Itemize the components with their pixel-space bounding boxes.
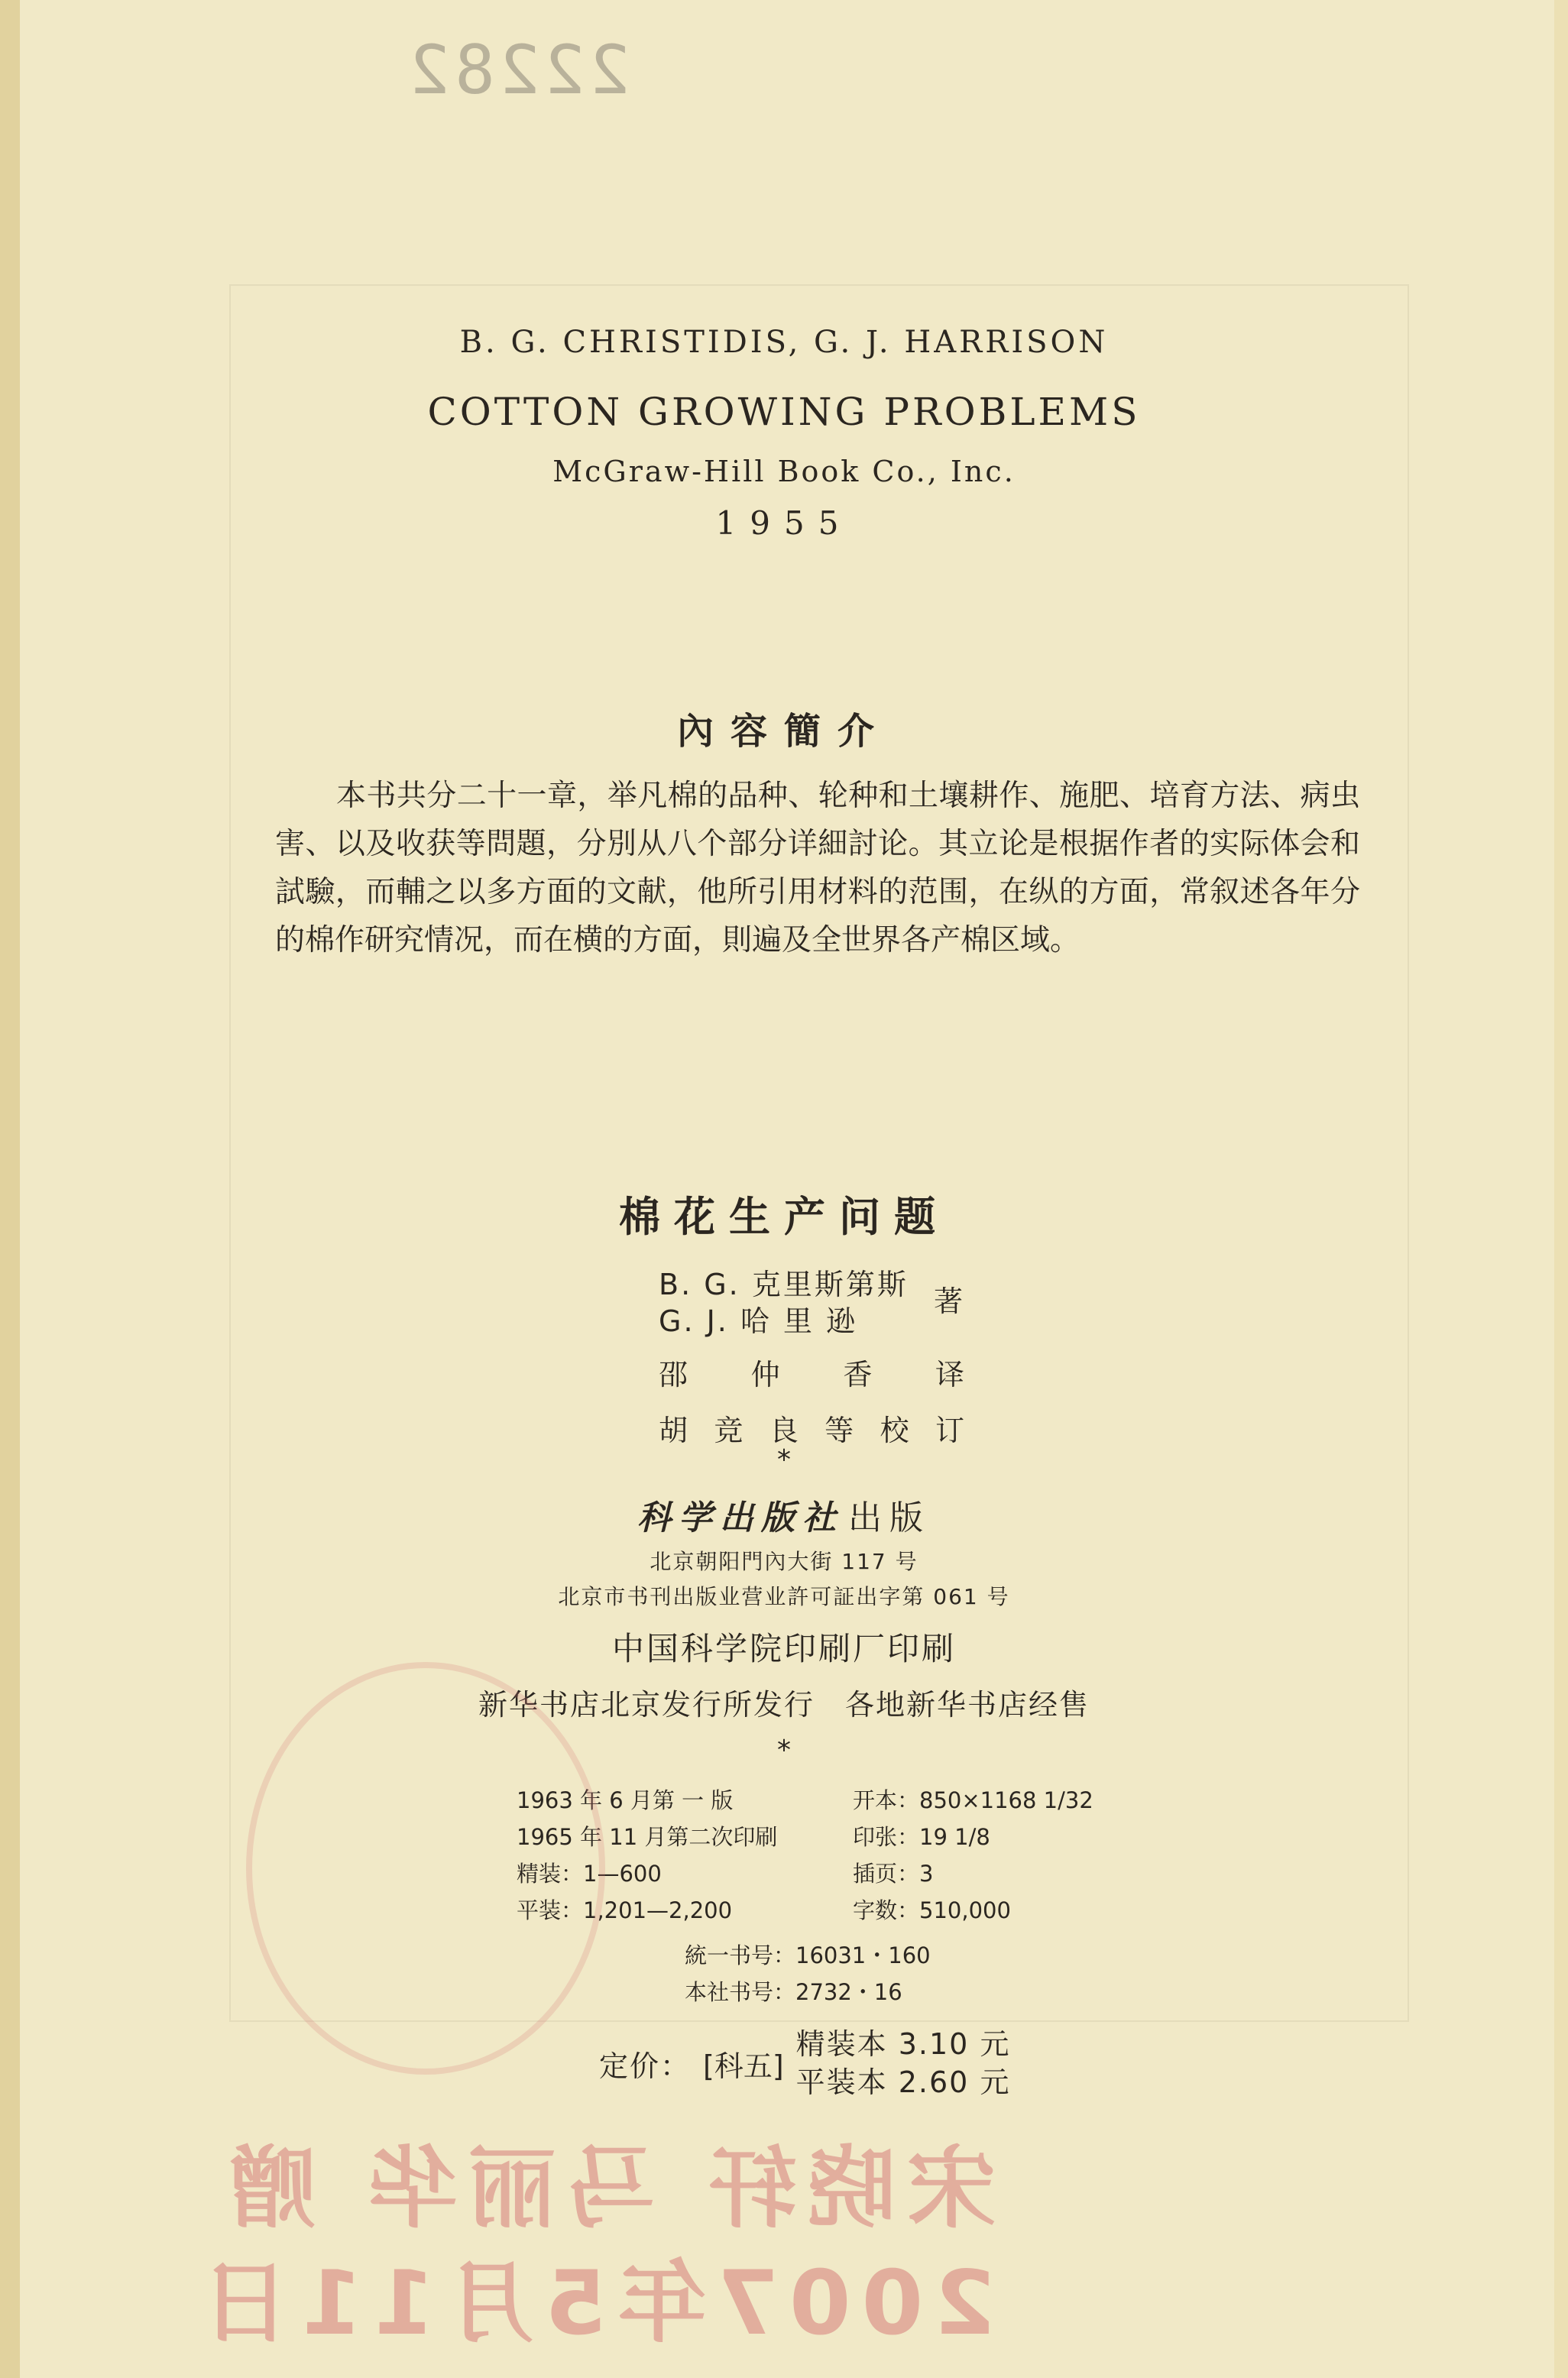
donation-stamp-date: 2007年5月11日 (191, 2252, 996, 2355)
detail-right: 字数：510,000 (853, 1897, 1011, 1923)
detail-right: 开本：850×1168 1/32 (853, 1787, 1093, 1813)
detail-right: 插页：3 (853, 1861, 934, 1887)
edition-details (517, 1782, 1204, 1929)
translator-name-char: 仲 (750, 1358, 780, 1391)
author-role: 著 (934, 1285, 964, 1318)
detail-right: 印张：19 1/8 (853, 1824, 990, 1850)
reviser-name-char: 等 (824, 1414, 854, 1447)
authors-block (659, 1261, 1056, 1337)
reviser-name-char: 胡 (659, 1414, 688, 1447)
translator-row (659, 1351, 964, 1393)
original-title: COTTON GROWING PROBLEMS (427, 390, 1141, 434)
price-list (796, 2025, 1011, 2101)
detail-left: 平装：1,201—2,200 (517, 1897, 733, 1923)
reviser-role-char: 订 (935, 1414, 964, 1447)
price-code: [科五] (703, 2049, 784, 2083)
credits (659, 1261, 1056, 1449)
distributor-1: 新华书店北京发行所发行 (478, 1688, 815, 1722)
unified-book-number: 統一书号：16031・160 (685, 1942, 931, 1968)
translator-name-char: 香 (843, 1358, 873, 1391)
publisher-suffix: 出版 (848, 1498, 931, 1537)
original-authors: B. G. CHRISTIDIS, G. J. HARRISON (459, 325, 1109, 360)
distributor-2: 各地新华书店经售 (845, 1688, 1090, 1722)
book-numbers (685, 1937, 931, 2010)
paperback-price: 平装本 2.60 元 (795, 2065, 1011, 2099)
printer: 中国科学院印刷厂印刷 (611, 1630, 956, 1667)
reviser-role-char: 校 (880, 1414, 909, 1447)
detail-row (517, 1819, 1204, 1855)
publisher-line (0, 1490, 1568, 1539)
library-seal-stamp (246, 1662, 605, 2075)
summary-heading: 內容簡介 (676, 710, 891, 753)
detail-row (517, 1855, 1204, 1892)
detail-row (517, 1892, 1204, 1929)
press-book-number: 本社书号：2732・16 (685, 1979, 902, 2005)
publisher-address: 北京朝阳門內大街 117 号 (650, 1549, 918, 1574)
chinese-title: 棉花生产问题 (619, 1193, 949, 1241)
reviser-name-char: 良 (769, 1414, 799, 1447)
publisher-name: 科学出版社 (637, 1498, 844, 1537)
donation-stamp (191, 2132, 996, 2361)
hardcover-price: 精装本 3.10 元 (795, 2027, 1011, 2061)
separator-star: * (777, 1444, 791, 1476)
price-label: 定价： (599, 2049, 692, 2083)
reviser-row (659, 1407, 964, 1449)
translator-name-char: 邵 (659, 1358, 688, 1391)
distributor-line (0, 1681, 1568, 1723)
accession-number: 22282 (405, 31, 630, 109)
separator-star: * (777, 1735, 791, 1766)
detail-left: 1965 年 11 月第二次印刷 (517, 1824, 778, 1850)
detail-left: 精装：1—600 (517, 1861, 662, 1887)
publishing-license: 北京市书刊出版业营业許可証出字第 061 号 (558, 1584, 1010, 1609)
summary-text: 本书共分二十一章，举凡棉的品种、轮种和土壤耕作、施肥、培育方法、病虫害、以及收获等問題，分別从八个部分详細討论。其立论是根据作者的实际体会和試驗，而輔之以多方面的文献，他所引用材料的范围，在纵的方面，常叙述各年分的棉作研究情况，而在横的方面，則遍及全世界各产棉区域。 (275, 779, 1360, 957)
reviser-name-char: 竞 (714, 1414, 744, 1447)
original-publisher: McGraw-Hill Book Co., Inc. (552, 455, 1016, 488)
detail-row (517, 1782, 1204, 1819)
author-2: G. J. 哈 里 逊 (659, 1304, 858, 1338)
author-1: B. G. 克里斯第斯 (659, 1268, 909, 1301)
detail-left: 1963 年 6 月第 一 版 (517, 1787, 734, 1813)
translator-role: 译 (935, 1358, 964, 1391)
original-year: 1955 (715, 504, 853, 542)
price-block (599, 2025, 1010, 2101)
donation-stamp-line: 宋晓轩 马丽华 赠 (217, 2137, 996, 2240)
